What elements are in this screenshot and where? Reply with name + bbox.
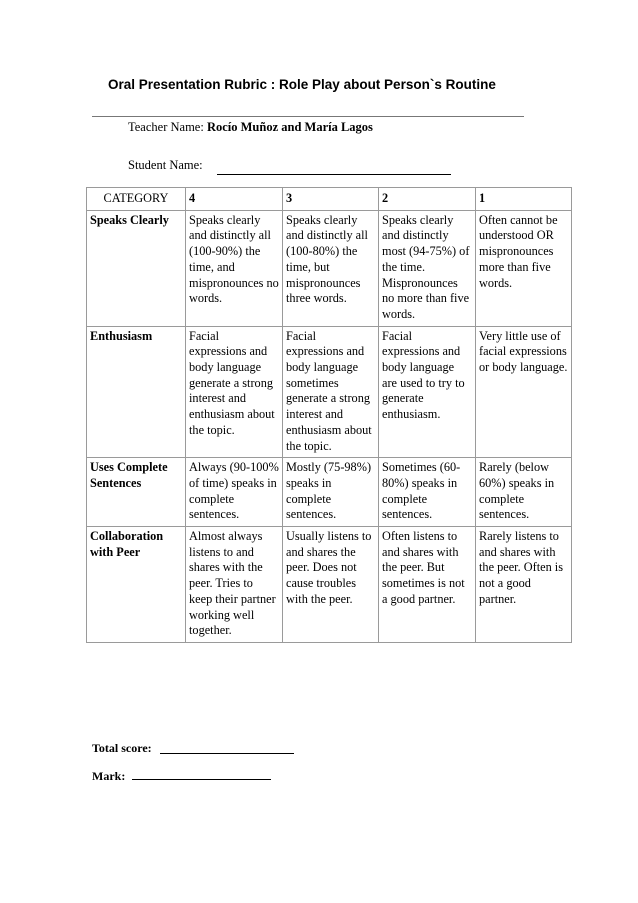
rubric-table <box>86 187 572 643</box>
header-score-3: 3 <box>283 188 379 211</box>
rubric-cell: Rarely (below 60%) speaks in complete sentences. <box>476 458 572 527</box>
mark-blank <box>132 779 271 780</box>
rubric-cell: Often listens to and shares with the peer. But sometimes is not a good partner. <box>379 527 476 643</box>
teacher-label: Teacher Name: <box>128 120 204 134</box>
header-category: CATEGORY <box>87 188 186 211</box>
criterion-label: Uses Complete Sentences <box>87 458 186 527</box>
teacher-name-line <box>128 120 373 135</box>
rubric-cell: Speaks clearly and distinctly most (94-75%) of the time. Mispronounces no more than five words. <box>379 210 476 326</box>
mark-label: Mark: <box>92 769 126 783</box>
header-score-1: 1 <box>476 188 572 211</box>
table-row <box>87 326 572 458</box>
rubric-cell: Sometimes (60-80%) speaks in complete sentences. <box>379 458 476 527</box>
rubric-cell: Speaks clearly and distinctly all (100-80%) the time, but mispronounces three words. <box>283 210 379 326</box>
rubric-cell: Always (90-100% of time) speaks in complete sentences. <box>186 458 283 527</box>
page-title: Oral Presentation Rubric : Role Play about Person`s Routine <box>108 77 496 92</box>
table-row <box>87 210 572 326</box>
rubric-cell: Facial expressions and body language are used to try to generate enthusiasm. <box>379 326 476 458</box>
rubric-cell: Rarely listens to and shares with the peer. Often is not a good partner. <box>476 527 572 643</box>
rubric-cell: Mostly (75-98%) speaks in complete sentences. <box>283 458 379 527</box>
total-score-blank <box>160 753 294 754</box>
rubric-cell: Often cannot be understood OR mispronounces more than five words. <box>476 210 572 326</box>
header-score-2: 2 <box>379 188 476 211</box>
rubric-cell: Usually listens to and shares the peer. Does not cause troubles with the peer. <box>283 527 379 643</box>
criterion-label: Speaks Clearly <box>87 210 186 326</box>
rubric-cell: Facial expressions and body language sometimes generate a strong interest and enthusiasm about the topic. <box>283 326 379 458</box>
student-name-blank <box>217 174 451 175</box>
student-name-label: Student Name: <box>128 158 203 172</box>
criterion-label: Collaboration with Peer <box>87 527 186 643</box>
rubric-cell: Speaks clearly and distinctly all (100-90%) the time, and mispronounces no words. <box>186 210 283 326</box>
criterion-label: Enthusiasm <box>87 326 186 458</box>
header-score-4: 4 <box>186 188 283 211</box>
header-row <box>87 188 572 211</box>
rubric-cell: Facial expressions and body language generate a strong interest and enthusiasm about the topic. <box>186 326 283 458</box>
rubric-cell: Almost always listens to and shares with the peer. Tries to keep their partner working well together. <box>186 527 283 643</box>
total-score-label: Total score: <box>92 741 152 755</box>
table-row <box>87 458 572 527</box>
title-divider <box>92 116 524 117</box>
teacher-name: Rocío Muñoz and María Lagos <box>206 120 373 134</box>
table-row <box>87 527 572 643</box>
rubric-cell: Very little use of facial expressions or body language. <box>476 326 572 458</box>
